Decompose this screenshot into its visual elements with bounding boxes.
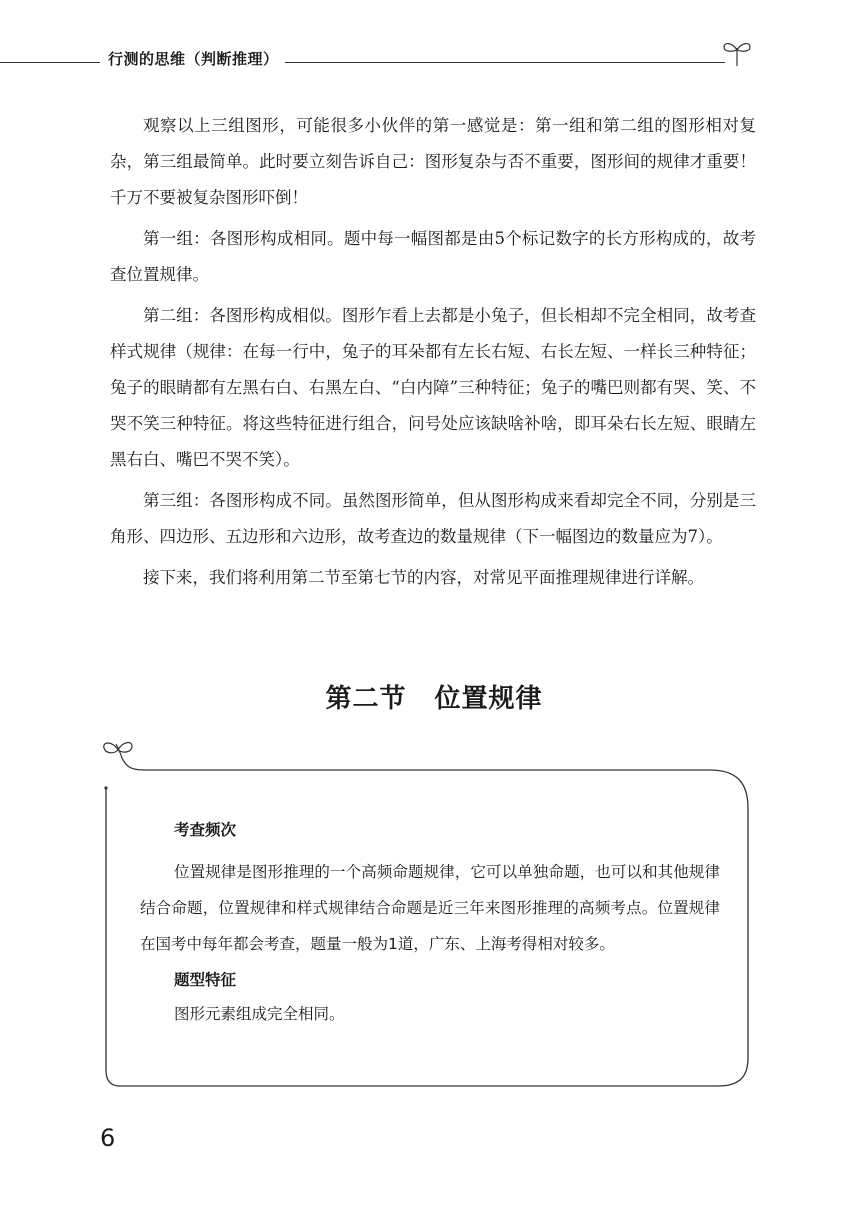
paragraph-group-1: 第一组：各图形构成相同。题中每一幅图都是由5个标记数字的长方形构成的，故考查位置规律。: [110, 229, 756, 284]
box-heading-features: 题型特征: [174, 971, 237, 989]
section-title: [0, 678, 868, 715]
body-text: [110, 108, 756, 596]
page-number: 6: [100, 1124, 116, 1152]
paragraph-intro: 观察以上三组图形，可能很多小伙伴的第一感觉是：第一组和第二组的图形相对复杂，第三组最简单。此时要立刻告诉自己：图形复杂与否不重要，图形间的规律才重要！千万不要被复杂图形吓倒！: [110, 116, 756, 207]
sprout-icon: [720, 38, 754, 68]
info-box-content: [140, 814, 720, 1032]
box-paragraph-features: 图形元素组成完全相同。: [174, 1005, 345, 1023]
running-header: [0, 40, 868, 80]
section-name: 位置规律: [434, 684, 543, 714]
box-paragraph-frequency: 位置规律是图形推理的一个高频命题规律，它可以单独命题，也可以和其他规律结合命题，位置规律和样式规律结合命题是近三年来图形推理的高频考点。位置规律在国考中每年都会考查，题量一般为1道，广东、上海考得相对较多。: [140, 863, 720, 953]
section-number: 第二节: [325, 684, 407, 714]
box-heading-frequency: 考查频次: [174, 821, 237, 839]
paragraph-group-3: 第三组：各图形构成不同。虽然图形简单，但从图形构成来看却完全不同，分别是三角形、四边形、五边形和六边形，故考查边的数量规律（下一幅图边的数量应为7）。: [110, 491, 756, 546]
paragraph-group-2: 第二组：各图形构成相似。图形乍看上去都是小兔子，但长相却不完全相同，故考查样式规律（规律：在每一行中，兔子的耳朵都有左长右短、右长左短、一样长三种特征；兔子的眼睛都有左黑右白、右黑左白、“白内障”三种特征；兔子的嘴巴则都有哭、笑、不哭不笑三种特征。将这些特征进行组合，问号处应该缺啥补啥，即耳朵右长左短、眼睛左黑右白、嘴巴不哭不笑）。: [110, 306, 756, 469]
paragraph-next: 接下来，我们将利用第二节至第七节的内容，对常见平面推理规律进行详解。: [143, 568, 704, 587]
sprout-icon: [104, 743, 132, 758]
header-rule-right: [285, 62, 725, 63]
header-title: 行测的思维（判断推理）: [108, 50, 279, 68]
header-rule-left: [0, 62, 100, 63]
